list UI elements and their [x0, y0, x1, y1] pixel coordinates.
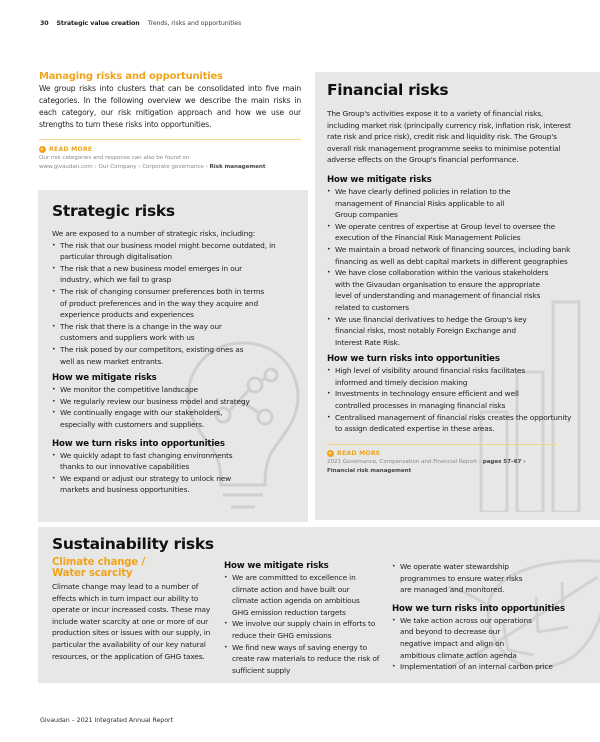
list-item: • The risk that there is a change in the way our customers and suppliers work with us: [52, 321, 242, 344]
list-item: • We operate water stewardship programmes to ensure water risks are managed and monitored.: [392, 561, 527, 596]
read-more-text: [327, 458, 577, 476]
section-title: Strategic value creation: [56, 20, 140, 27]
opportunities-heading: How we turn risks into opportunities: [392, 603, 565, 614]
mitigate-list: [327, 186, 577, 348]
list-item: • Implementation of an internal carbon price: [392, 661, 592, 673]
strategic-risks-panel: [38, 190, 308, 522]
running-header: [40, 20, 241, 27]
pages-reference[interactable]: pages 57–67 ›: [482, 458, 526, 465]
sustainability-mitigate-column: [224, 557, 392, 676]
strategic-intro: We are exposed to a number of strategic risks, including:: [52, 229, 256, 238]
list-item: • Investments in technology ensure efficient and well controlled processes in managing financial risks: [327, 388, 542, 411]
risk-management-link[interactable]: Risk management: [209, 164, 266, 170]
opportunities-heading: How we turn risks into opportunities: [52, 438, 225, 449]
list-item: • The risk of changing consumer preferences both in terms of product preferences and in the way they acquire and experience products and experiences: [52, 286, 267, 321]
page-number: 30: [40, 20, 49, 27]
list-item: • We use financial derivatives to hedge the Group's key financial risks, most notably Foreign Exchange and Interest Rate Risk.: [327, 314, 527, 349]
financial-risks-title: Financial risks: [327, 81, 449, 99]
list-item: • We maintain a broad network of financing sources, including bank financing as well as debt capital markets in different geographies: [327, 244, 577, 267]
list-item: • The risk that our business model might become outdated, in particular through digitalisation: [52, 240, 300, 263]
strategic-risks-title: Strategic risks: [52, 202, 175, 220]
mitigate-list: [52, 384, 300, 430]
opportunities-list: [52, 450, 300, 496]
read-more-label: READ MORE: [337, 449, 381, 457]
divider: [327, 444, 557, 445]
list-item: • We involve our supply chain in efforts to reduce their GHG emissions: [224, 618, 384, 641]
opportunities-heading: How we turn risks into opportunities: [327, 354, 500, 365]
subtitle-line: Climate change /: [52, 557, 145, 568]
list-item: • Centralised management of financial risks creates the opportunity to assign dedicated expertise in these areas.: [327, 412, 577, 435]
mitigate-heading: How we mitigate risks: [327, 174, 432, 185]
subsection-title: Trends, risks and opportunities: [147, 20, 242, 27]
divider: [39, 139, 301, 140]
financial-risks-panel: [315, 72, 600, 520]
list-item: • The risk that a new business model emerges in our industry, which we fail to grasp: [52, 263, 247, 286]
sustainability-description-column: [52, 557, 224, 676]
financial-risk-management-link[interactable]: Financial risk management: [327, 467, 412, 474]
mitigate-list-continued: [392, 561, 592, 596]
subtitle-line: Water scarcity: [52, 568, 133, 579]
sustainability-body: Climate change may lead to a number of effects which in turn impact our ability to operate or incur increased costs. These may include water scarcity at one or more of our production sites or issues with our supply, in particular the availability of our key natural resources, or the application of GHG taxes.: [52, 582, 211, 661]
sustainability-opportunities-column: [392, 557, 592, 676]
list-item: • We continually engage with our stakeholders, especially with customers and suppliers.: [52, 407, 252, 430]
read-more-line: Our risk categories and response can also be found on: [39, 155, 190, 161]
page-footer: Givaudan – 2021 Integrated Annual Report: [40, 716, 173, 724]
mitigate-list: [224, 572, 392, 676]
list-item: • We quickly adapt to fast changing environments thanks to our innovative capabilities: [52, 450, 252, 473]
list-item: • We regularly review our business model and strategy: [52, 396, 300, 408]
sustainability-risks-panel: [38, 527, 600, 683]
list-item: • We expand or adjust our strategy to unlock new markets and business opportunities.: [52, 473, 252, 496]
read-more-path[interactable]: www.givaudan.com › Our Company › Corporate governance ›: [39, 164, 210, 170]
arrow-circle-icon: [39, 146, 46, 153]
read-more-heading: [327, 449, 577, 458]
intro-title: Managing risks and opportunities: [39, 71, 223, 82]
opportunities-list: [392, 615, 592, 673]
strategic-risk-list: [52, 240, 300, 368]
climate-water-subtitle: [52, 557, 224, 579]
sustainability-risks-title: Sustainability risks: [52, 535, 214, 553]
list-item: • We monitor the competitive landscape: [52, 384, 300, 396]
list-item: • The risk posed by our competitors, existing ones as well as new market entrants.: [52, 344, 252, 367]
arrow-circle-icon: [327, 450, 334, 457]
list-item: • We take action across our operations and beyond to decrease our negative impact and align on ambitious climate action agenda: [392, 615, 532, 661]
read-more-text: [39, 154, 301, 172]
list-item: • We operate centres of expertise at Group level to oversee the execution of the Financial Risk Management Policies: [327, 221, 577, 244]
list-item: • We are committed to excellence in climate action and have built our climate action agenda on ambitious GHG emission reduction targets: [224, 572, 369, 618]
list-item: • High level of visibility around financial risks facilitates informed and timely decision making: [327, 365, 542, 388]
opportunities-list: [327, 365, 577, 435]
list-item: • We have close collaboration within the various stakeholders with the Givaudan organisation to ensure the appropriate level of understanding and management of financial risks related to customers: [327, 267, 549, 313]
report-reference[interactable]: 2021 Governance, Compensation and Financial Report ›: [327, 458, 483, 465]
list-item: • We have clearly defined policies in relation to the management of Financial Risks applicable to all Group companies: [327, 186, 527, 221]
financial-intro: The Group's activities expose it to a variety of financial risks, including market risk (principally currency risk, inflation risk, interest rate risk and price risk), credit risk and liquidity risk. The Group's overall risk management programme seeks to minimise potential adverse effects on the Group's financial performance.: [327, 109, 571, 165]
mitigate-heading: How we mitigate risks: [224, 561, 329, 571]
list-item: • We find new ways of saving energy to create raw materials to reduce the risk of sufficient supply: [224, 642, 384, 677]
read-more-label: READ MORE: [49, 146, 93, 153]
intro-body: We group risks into clusters that can be consolidated into five main categories. In the following overview we describe the main risks in each category, our risk mitigation approach and how we use our strengths to turn these risks into opportunities.: [39, 84, 301, 129]
intro-section: [39, 71, 301, 172]
mitigate-heading: How we mitigate risks: [52, 373, 157, 384]
read-more-heading: [39, 145, 301, 154]
